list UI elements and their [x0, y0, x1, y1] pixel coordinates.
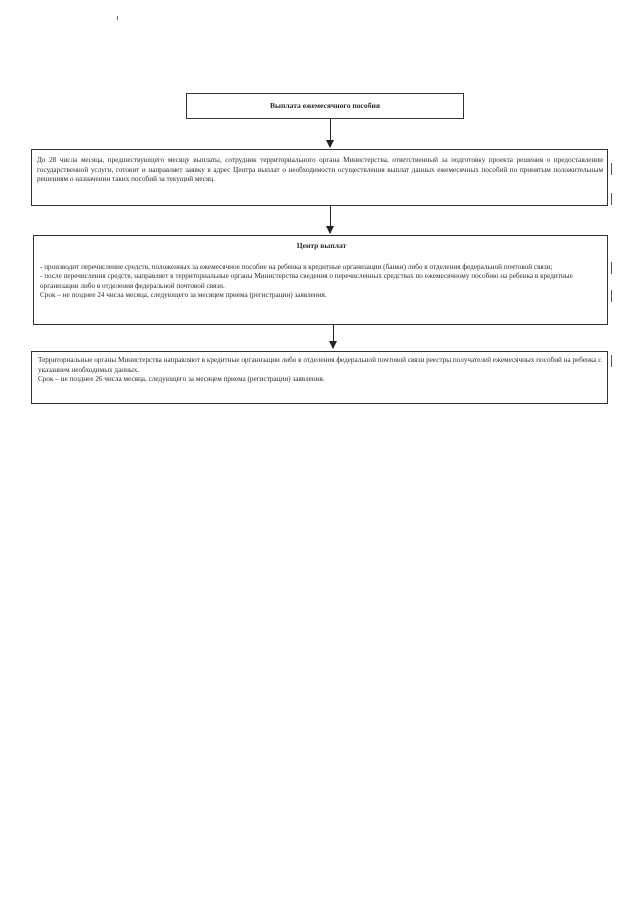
flow-arrow-1	[330, 119, 331, 147]
margin-mark	[611, 163, 612, 175]
margin-mark	[611, 193, 612, 205]
flow-arrow-2	[330, 206, 331, 233]
margin-mark	[611, 262, 612, 274]
payment-center-duty-transfer: - производит перечисление средств, положенных за ежемесячное пособие на ребенка в кредитные организации (банки) либо в отделения федеральной почтовой связи;	[40, 262, 553, 271]
step-payment-center	[33, 235, 608, 325]
flow-arrow-3	[333, 325, 334, 348]
step-application-request-text: До 28 числа месяца, предшествующего месяцу выплаты, сотрудник территориального органа Министерства, ответственный за подготовку проекта решения о предоставлении государственной услуги, готовит и направляет заявку в адрес Центра выплат о необходимости осуществления выплат данных ежемесячных пособий по принятым положительным решениям о назначении таких пособий за текущий месяц.	[37, 156, 603, 184]
payment-center-deadline: Срок – не позднее 24 числа месяца, следующего за месяцем приема (регистрации) заявления.	[40, 291, 327, 300]
territorial-registers-text: Территориальные органы Министерства направляют в кредитные организации либо в отделения федеральной почтовой связи реестры получателей ежемесячных пособий на ребенка с указанием необходимых данных.	[38, 356, 602, 374]
step-territorial-registers	[31, 351, 608, 404]
margin-mark	[611, 355, 612, 367]
step-monthly-payment	[186, 93, 464, 119]
step-monthly-payment-title: Выплата ежемесячного пособия	[269, 101, 381, 110]
step-application-request	[31, 149, 608, 206]
territorial-registers-deadline: Срок – не позднее 26 числа месяца, следующего за месяцем приема (регистрации) заявления.	[38, 375, 325, 384]
payment-center-duty-report: - после перечисления средств, направляет в территориальные органы Министерства сведения о перечисленных средствах по ежемесячному пособию на ребенка в кредитные организации либо в отделения федеральной почтовой связи.	[40, 272, 573, 290]
step-payment-center-title: Центр выплат	[296, 241, 347, 250]
margin-mark	[611, 290, 612, 302]
scan-speck	[117, 16, 118, 20]
